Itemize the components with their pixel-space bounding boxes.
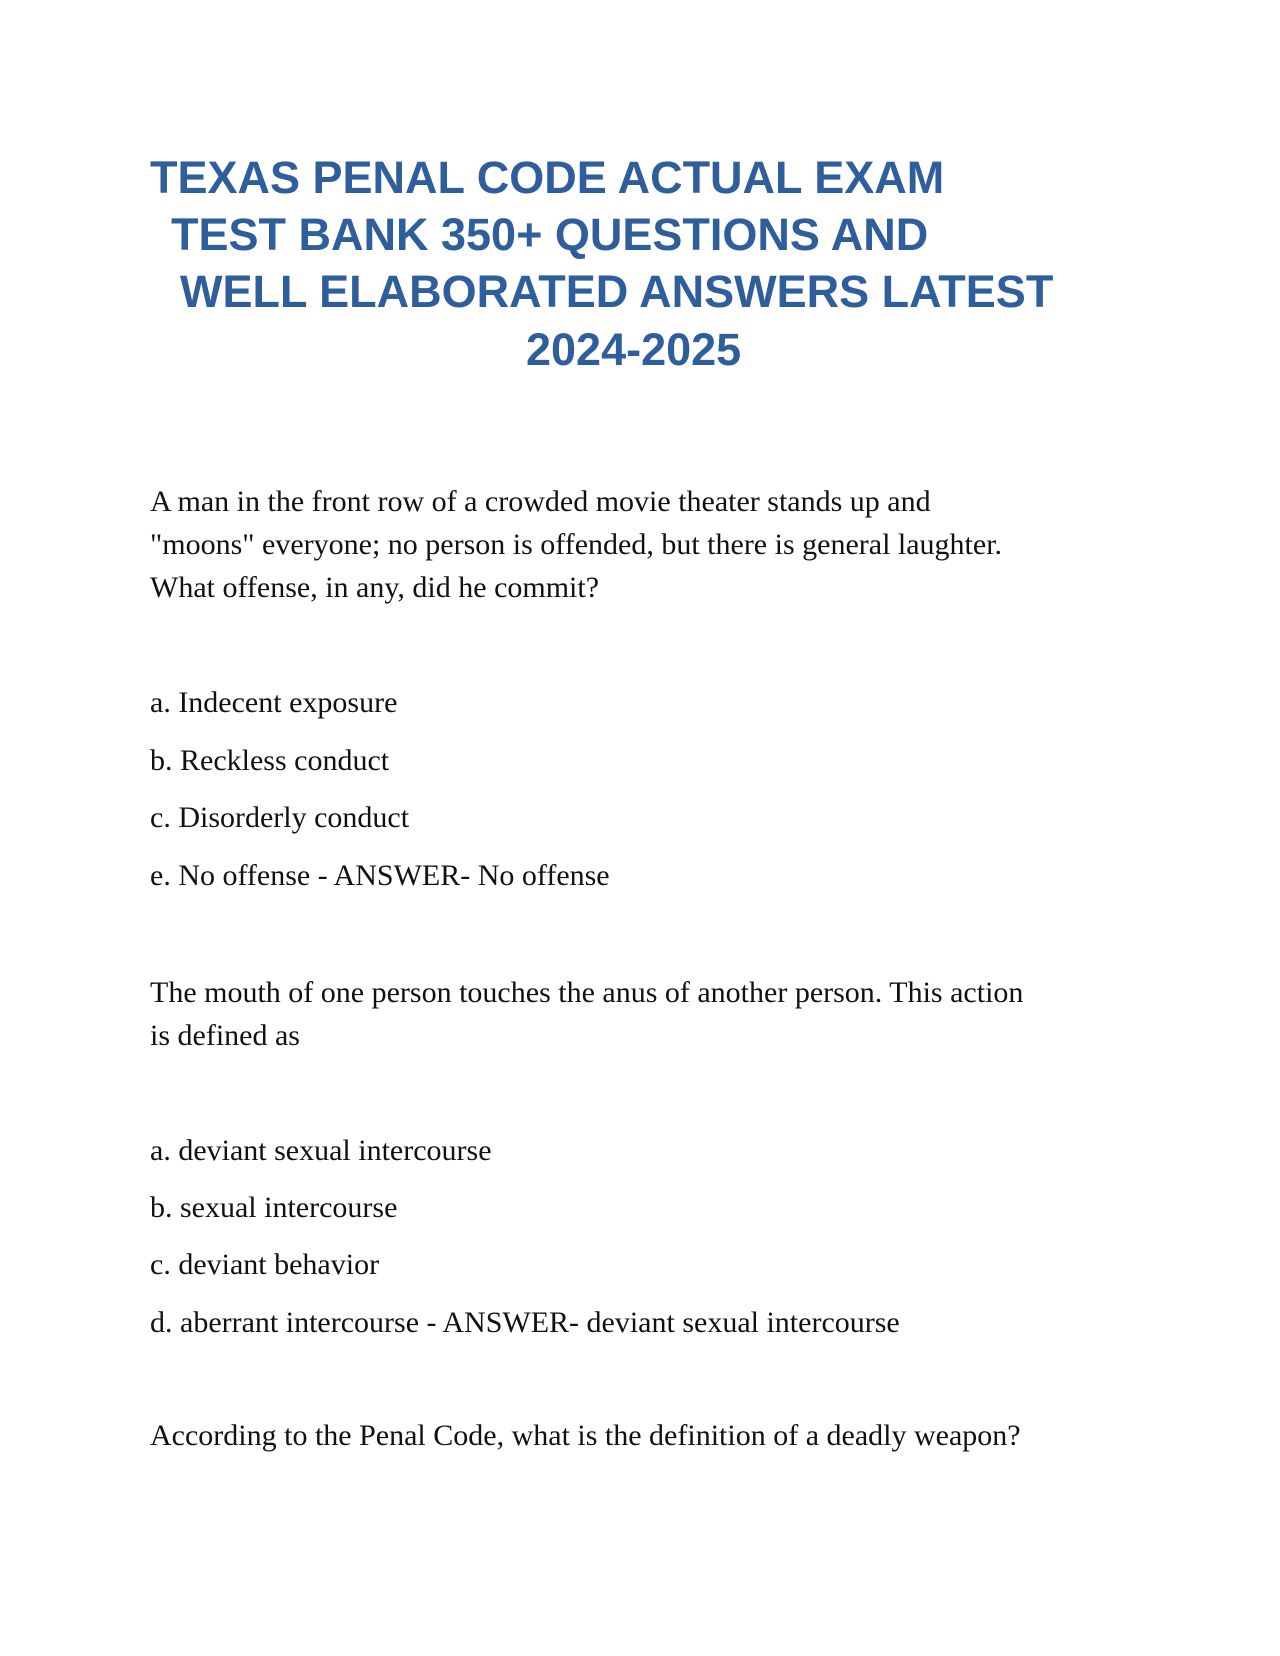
question-1-option-b: b. Reckless conduct xyxy=(150,744,390,777)
question-1-option-a: a. Indecent exposure xyxy=(150,686,398,719)
question-1-line: A man in the front row of a crowded movie theater stands up and xyxy=(150,485,931,518)
document-title-line-4: 2024-2025 xyxy=(526,324,742,375)
question-2-option-a: a. deviant sexual intercourse xyxy=(150,1134,492,1167)
question-2-option-b: b. sexual intercourse xyxy=(150,1191,398,1224)
document-title-line-3: WELL ELABORATED ANSWERS LATEST xyxy=(180,266,1054,317)
document-title-line-1: TEXAS PENAL CODE ACTUAL EXAM xyxy=(150,152,945,203)
question-2-option-c: c. deviant behavior xyxy=(150,1248,380,1281)
question-1-text xyxy=(150,480,1002,609)
question-3-text xyxy=(150,1414,1021,1457)
question-2-line: The mouth of one person touches the anus of another person. This action xyxy=(150,976,1024,1009)
document-title-line-2: TEST BANK 350+ QUESTIONS AND xyxy=(171,209,929,260)
question-2-option-d-answer: d. aberrant intercourse - ANSWER- deviant sexual intercourse xyxy=(150,1306,900,1339)
question-1-option-e-answer: e. No offense - ANSWER- No offense xyxy=(150,859,610,892)
question-3-line: According to the Penal Code, what is the definition of a deadly weapon? xyxy=(150,1419,1021,1452)
question-2-text xyxy=(150,971,1023,1057)
question-1-line: What offense, in any, did he commit? xyxy=(150,571,600,604)
question-1-line: "moons" everyone; no person is offended, but there is general laughter. xyxy=(150,528,1003,561)
question-2-line: is defined as xyxy=(150,1019,300,1052)
question-1-option-c: c. Disorderly conduct xyxy=(150,801,410,834)
